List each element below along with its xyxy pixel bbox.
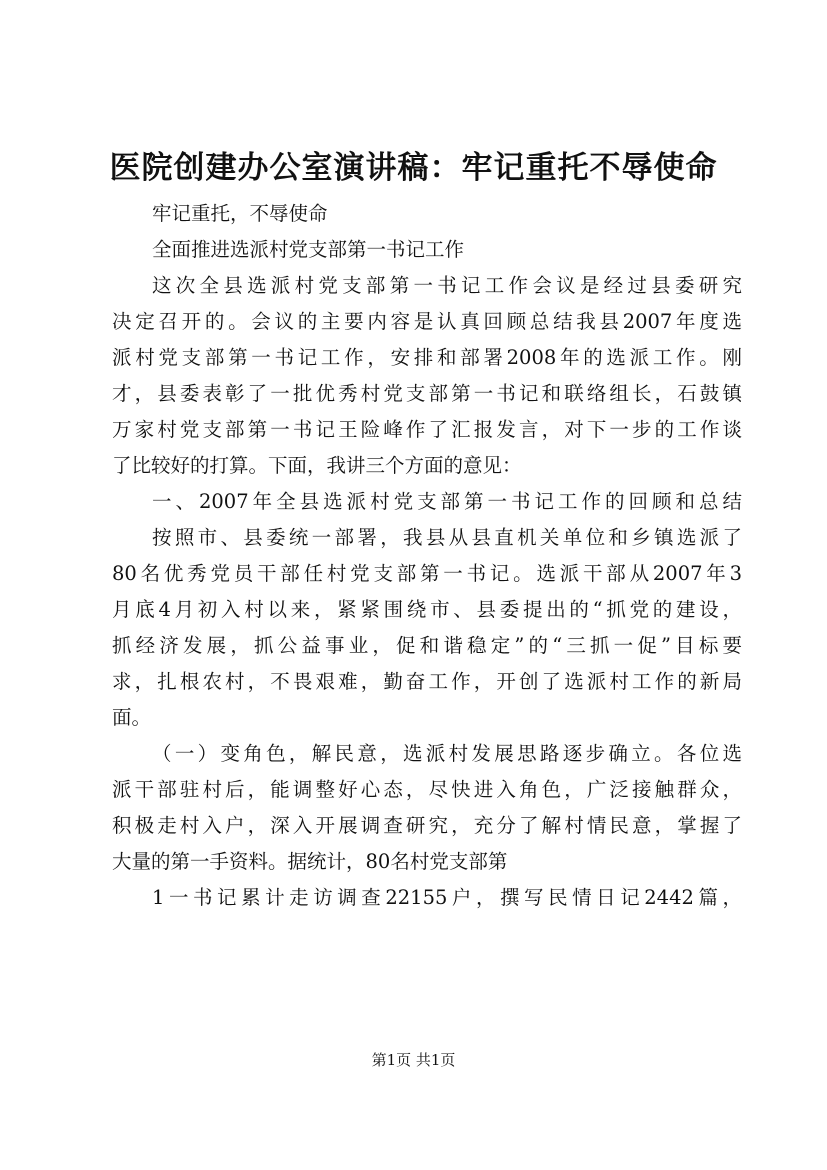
- text-line: 1一书记累计走访调查22155户，撰写民情日记2442篇，: [152, 886, 742, 909]
- text-line: 求，扎根农村，不畏艰难，勤奋工作，开创了选派村工作的新局: [112, 670, 742, 693]
- page-footer: 第1页 共1页: [371, 1051, 456, 1069]
- text-line: 这次全县选派村党支部第一书记工作会议是经过县委研究: [152, 274, 742, 297]
- text-line: 抓经济发展，抓公益事业，促和谐稳定”的“三抓一促”目标要: [112, 634, 742, 657]
- text-line: 派干部驻村后，能调整好心态，尽快进入角色，广泛接触群众，: [112, 778, 742, 801]
- text-line: 面。: [112, 706, 152, 729]
- text-line: 80名优秀党员干部任村党支部第一书记。选派干部从2007年3: [112, 562, 742, 585]
- text-line: （一）变角色，解民意，选派村发展思路逐步确立。各位选: [152, 742, 742, 765]
- document-title: 医院创建办公室演讲稿：牢记重托不辱使命: [109, 150, 718, 186]
- text-line: 积极走村入户，深入开展调查研究，充分了解村情民意，掌握了: [112, 814, 742, 837]
- text-line: 派村党支部第一书记工作，安排和部署2008年的选派工作。刚: [112, 346, 742, 369]
- text-line: 月底4月初入村以来，紧紧围绕市、县委提出的“抓党的建设，: [112, 598, 742, 621]
- text-line: 按照市、县委统一部署，我县从县直机关单位和乡镇选派了: [152, 526, 742, 549]
- text-line: 牢记重托，不辱使命: [152, 202, 328, 225]
- text-line: 决定召开的。会议的主要内容是认真回顾总结我县2007年度选: [112, 310, 742, 333]
- text-line: 全面推进选派村党支部第一书记工作: [152, 238, 465, 261]
- document-body: [112, 196, 742, 916]
- text-line: 才，县委表彰了一批优秀村党支部第一书记和联络组长，石鼓镇: [112, 382, 742, 405]
- text-line: 了比较好的打算。下面，我讲三个方面的意见：: [112, 454, 522, 477]
- text-line: 大量的第一手资料。据统计，80名村党支部第: [112, 850, 508, 873]
- text-line: 一、2007年全县选派村党支部第一书记工作的回顾和总结: [152, 490, 742, 513]
- text-line: 万家村党支部第一书记王险峰作了汇报发言，对下一步的工作谈: [112, 418, 742, 441]
